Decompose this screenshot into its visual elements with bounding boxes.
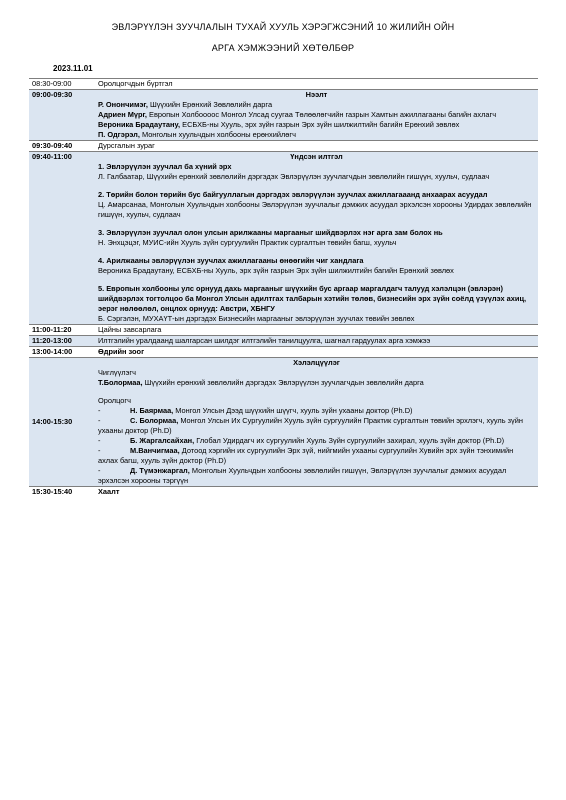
section-heading: Нээлт xyxy=(305,90,328,99)
presentation-title: 2. Төрийн болон төрийн бус байгууллагын дэргэдэх эвлэрүүлэн зуучлах ажиллагааанд анхаарах асуудал xyxy=(98,190,488,199)
schedule-row-registration xyxy=(29,79,538,90)
list-dash: - xyxy=(98,446,101,455)
presentation-speaker: Ц. Амарсанаа, Монголын Хуульчдын холбооны Эвлэрүүлэн зуучлалыг дэмжих асуудал эрхэлсэн хорооны Удирдах зөвлөлийн гишүүн, хуульч, судлаач xyxy=(98,200,532,219)
participant-desc: Монгол Улсын Дээд шүүхийн шүүгч, хууль зүйн ухааны доктор (Ph.D) xyxy=(173,406,413,415)
row-time: 09:00-09:30 xyxy=(29,90,95,141)
row-time: 09:40-11:00 xyxy=(29,152,95,325)
speaker-desc: ЕСБХБ-ны Хууль, эрх зүйн газрын Эрх зүйн шилжилтийн багийн Ерөнхий зөвлөх xyxy=(180,120,460,129)
schedule-row-lunch xyxy=(29,347,538,358)
moderator-desc: Шүүхийн ерөнхий зөвлөлийн дэргэдэх Эвлэрүүлэн зуучлагчдын зөвлөлийн дарга xyxy=(142,378,424,387)
participant-item xyxy=(98,406,535,416)
section-heading: Үндсэн илтгэл xyxy=(290,152,343,161)
participant-item xyxy=(98,436,535,446)
speaker-item xyxy=(98,110,535,120)
row-text: Оролцогчдын бүртгэл xyxy=(95,79,538,90)
row-text: Өдрийн зоог xyxy=(95,347,538,358)
row-content xyxy=(95,152,538,325)
speaker-item xyxy=(98,100,535,110)
participant-item xyxy=(98,466,535,486)
presentation-speaker: Б. Сэргэлэн, МУХАҮТ-ын дэргэдэх Бизнесийн маргааныг эвлэрүүлэн зуучлах төвийн зөвлөх xyxy=(98,314,415,323)
schedule-row-closing xyxy=(29,487,538,498)
schedule-row-photo xyxy=(29,141,538,152)
participant-desc: Монгол Улсын Их Сургуулийн Хууль зүйн сургуулийн Практик сургалтын төвийн эрхлэгч, хууль зүйн ухааны доктор (Ph.D) xyxy=(98,416,523,435)
row-time: 15:30-15:40 xyxy=(29,487,95,498)
speaker-name: П. Одгэрэл, xyxy=(98,130,140,139)
speaker-desc: Монголын хуульчдын холбооны ерөнхийлөгч xyxy=(139,130,296,139)
row-text: Илтгэлийн уралдаанд шалгарсан шилдэг илтгэлийн танилцуулга, шагнал гардуулах арга хэмжээ xyxy=(95,336,538,347)
participant-item xyxy=(98,416,535,436)
list-dash: - xyxy=(98,436,101,445)
participant-name: Д. Түмэнжаргал, xyxy=(130,466,190,475)
participants-label: Оролцогч xyxy=(98,396,131,405)
speaker-desc: Шүүхийн Ерөнхий Зөвлөлийн дарга xyxy=(147,100,273,109)
schedule-row-main-presentations xyxy=(29,152,538,325)
speaker-desc: Европын Холбоооос Монгол Улсад суугаа Төлөөлөгчийн газрын Хамтын ажиллагааны багийн ахлагч xyxy=(146,110,497,119)
row-content xyxy=(95,358,538,487)
event-date: 2023.11.01 xyxy=(53,64,93,73)
participant-name: Б. Жаргалсайхан, xyxy=(130,436,195,445)
presentation-speaker: Н. Энхцэцэг, МУИС-ийн Хууль зүйн сургуулийн Практик сургалтын төвийн багш, хуульч xyxy=(98,238,397,247)
presentation-speaker: Л. Галбаатар, Шүүхийн ерөнхий зөвлөлийн дэргэдэх Эвлэрүүлэн зуучлагчдын зөвлөлийн гишүүн, хуульч, судлаач xyxy=(98,172,490,181)
row-time: 11:00-11:20 xyxy=(29,325,95,336)
list-dash: - xyxy=(98,466,101,475)
row-text: Цайны завсарлага xyxy=(95,325,538,336)
participant-desc: Глобал Удирдагч их сургуулийн Хууль Зүйн сургуулийн захирал, хууль зүйн доктор (Ph.D) xyxy=(194,436,505,445)
row-content xyxy=(95,90,538,141)
row-text: Дурсгалын зураг xyxy=(95,141,538,152)
participant-name: С. Болормаа, xyxy=(130,416,179,425)
row-time: 13:00-14:00 xyxy=(29,347,95,358)
row-time: 09:30-09:40 xyxy=(29,141,95,152)
participant-name: М.Ванчигмаа, xyxy=(130,446,180,455)
participant-desc: Монголын Хуульчдын холбооны зөвлөлийн гишүүн, Эвлэрүүлэн зуучлалыг дэмжих асуудал эрхэлсэн хорооны тэргүүн xyxy=(98,466,507,485)
presentation-speaker: Вероника Брадаутану, ЕСБХБ-ны Хууль, эрх зүйн газрын Эрх зүйн шилжилтийн багийн Ерөнхий зөвлөх xyxy=(98,266,454,275)
speaker-name: Р. Онончимэг, xyxy=(98,100,148,109)
schedule-table xyxy=(29,78,538,497)
schedule-row-opening xyxy=(29,90,538,141)
presentation-title: 3. Эвлэрүүлэн зуучлал олон улсын арилжааны маргааныг шийдвэрлэх нэг арга зам болох нь xyxy=(98,228,443,237)
speaker-item xyxy=(98,120,535,130)
moderator-label: Чиглүүлэгч xyxy=(98,368,136,377)
document-title-line2: АРГА ХЭМЖЭЭНИЙ ХӨТӨЛБӨР xyxy=(211,43,355,53)
participant-desc: Дотоод хэргийн их сургуулийн Эрх зүй, нийгмийн ухааны сургуулийн Хувийн эрх зүйн тэнхимийн ахлах багш, хууль зүйн доктор (Ph.D) xyxy=(98,446,514,465)
presentation-title: 5. Европын холбооны улс орнууд дахь маргааныг шүүхийн бус аргаар маргалдагч талууд хэлэлцэн (эвлэрэн) шийдвэрлэх тогтолцоо ба Монгол Улсын адилтгах талбарын хэтийн төлөв, бизнесийн эрх зүйн соёлд үзүүлэх ахиц, эерэг нөлөөлөл, онцлох орнууд: Австри, ХБНГУ xyxy=(98,284,527,313)
row-time: 11:20-13:00 xyxy=(29,336,95,347)
schedule-row-tea-break xyxy=(29,325,538,336)
schedule-row-discussion xyxy=(29,358,538,487)
schedule-row-awards xyxy=(29,336,538,347)
moderator-name: Т.Болормаа, xyxy=(98,378,143,387)
list-dash: - xyxy=(98,406,101,415)
document-title-line1: ЭВЛЭРҮҮЛЭН ЗУУЧЛАЛЫН ТУХАЙ ХУУЛЬ ХЭРЭГЖСЭНИЙ 10 ЖИЛИЙН ОЙН xyxy=(111,22,455,32)
list-dash: - xyxy=(98,416,101,425)
presentation-title: 1. Эвлэрүүлэн зуучлал ба хүний эрх xyxy=(98,162,232,171)
moderator-item xyxy=(98,378,535,388)
row-text: Хаалт xyxy=(95,487,538,498)
row-time: 14:00-15:30 xyxy=(29,358,95,487)
participant-name: Н. Баярмаа, xyxy=(130,406,174,415)
row-time: 08:30-09:00 xyxy=(29,79,95,90)
section-heading: Хэлэлцүүлэг xyxy=(293,358,340,367)
speaker-name: Адриен Мүрг, xyxy=(98,110,147,119)
presentation-title: 4. Арилжааны эвлэрүүлэн зуучлах ажиллагааны өнөөгийн чиг хандлага xyxy=(98,256,364,265)
speaker-item xyxy=(98,130,535,140)
speaker-name: Вероника Брадаутану, xyxy=(98,120,181,129)
participant-item xyxy=(98,446,535,466)
